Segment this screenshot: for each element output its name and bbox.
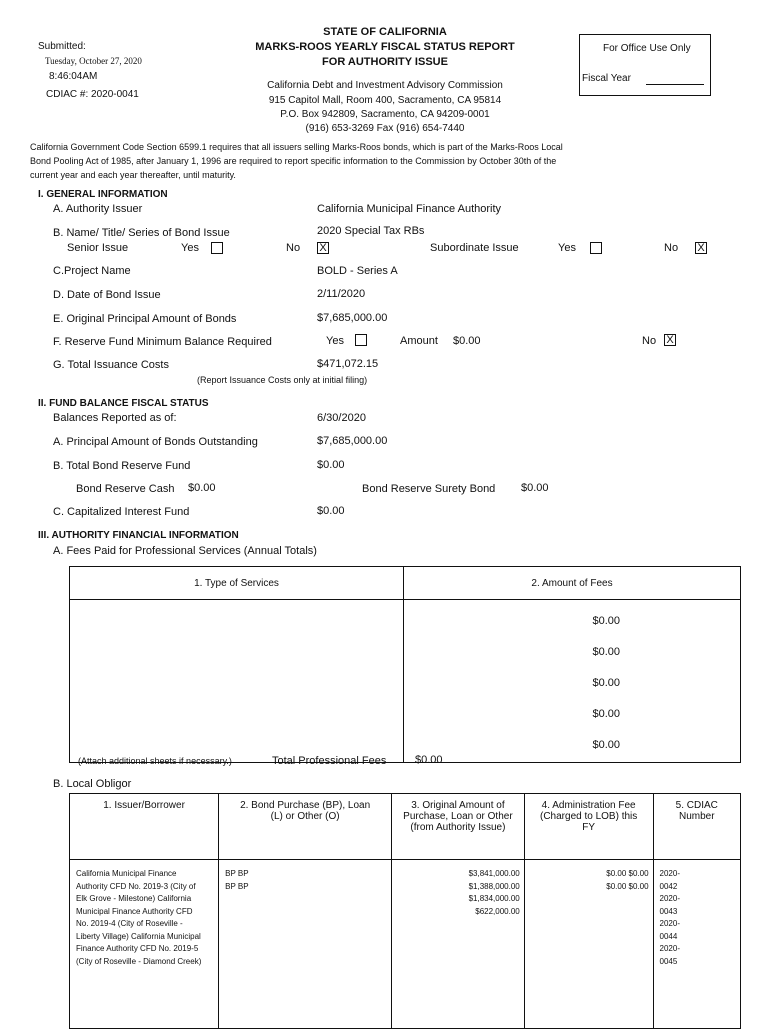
agency-phone: (916) 653-3269 Fax (916) 654-7440: [305, 123, 465, 134]
senior-yes-label: Yes: [181, 242, 199, 254]
issuance-costs-value: $471,072.15: [317, 358, 379, 370]
cdiac-number: CDIAC #: 2020-0041: [46, 89, 139, 100]
subordinate-yes-checkbox[interactable]: [590, 242, 602, 254]
fees-header-amount: 2. Amount of Fees: [404, 567, 741, 600]
section3-heading: III. AUTHORITY FINANCIAL INFORMATION: [38, 530, 239, 541]
reserve-min-label: F. Reserve Fund Minimum Balance Required: [53, 336, 272, 348]
cap-interest-value: $0.00: [317, 505, 345, 517]
section1-heading: I. GENERAL INFORMATION: [38, 189, 168, 200]
outstanding-label: A. Principal Amount of Bonds Outstanding: [53, 436, 258, 448]
issuance-costs-note: (Report Issuance Costs only at initial filing): [197, 375, 368, 385]
surety-bond-value: $0.00: [521, 482, 549, 494]
submitted-time: 8:46:04AM: [49, 71, 98, 82]
local-obligor-label: B. Local Obligor: [53, 778, 132, 790]
local-obligor-table: [69, 793, 741, 1029]
total-fees-value: $0.00: [415, 754, 443, 766]
reserve-min-yes-checkbox[interactable]: [355, 334, 367, 346]
senior-issue-label: Senior Issue: [67, 242, 129, 254]
fee-amount: $0.00: [592, 646, 620, 658]
reserve-fund-label: B. Total Bond Reserve Fund: [53, 460, 191, 472]
balances-as-of-label: Balances Reported as of:: [53, 412, 177, 424]
lob-header-issuer: 1. Issuer/Borrower: [70, 794, 219, 860]
lob-borrowers-cell: California Municipal Finance Authority CFD No. 2019-3 (City of Elk Grove - Milestone) California Municipal Finance Authority CFD No. 2019-4 (City of Roseville - Liberty Village) California Municipal Finance Authority CFD No. 2019-5 (City of Roseville - Diamond Creek): [70, 860, 219, 1029]
authority-issuer-label: A. Authority Issuer: [53, 203, 143, 215]
intro-line1: California Government Code Section 6599.1 requires that all issuers selling Marks-Roos bonds, which is part of the Marks-Roos Local: [30, 142, 563, 152]
bond-name-value: 2020 Special Tax RBs: [317, 225, 425, 237]
project-name-label: C.Project Name: [53, 265, 131, 277]
fee-amount: $0.00: [592, 708, 620, 720]
agency-name: California Debt and Investment Advisory Commission: [267, 80, 503, 91]
reserve-amount-label: Amount: [400, 335, 438, 347]
lob-amounts-cell: $3,841,000.00 $1,388,000.00 $1,834,000.00 $622,000.00: [392, 860, 525, 1029]
reserve-cash-value: $0.00: [188, 482, 216, 494]
fees-type-cell[interactable]: [70, 600, 404, 763]
prof-fees-label: A. Fees Paid for Professional Services (Annual Totals): [53, 545, 317, 557]
reserve-fund-value: $0.00: [317, 459, 345, 471]
reserve-min-no-label: No: [642, 335, 657, 347]
title-report: MARKS-ROOS YEARLY FISCAL STATUS REPORT: [255, 41, 515, 53]
submitted-date: Tuesday, October 27, 2020: [45, 56, 142, 66]
lob-fees-cell: $0.00 $0.00 $0.00 $0.00: [524, 860, 653, 1029]
agency-address1: 915 Capitol Mall, Room 400, Sacramento, CA 95814: [268, 95, 502, 106]
submitted-label: Submitted:: [38, 41, 86, 52]
balances-as-of-value: 6/30/2020: [317, 412, 366, 424]
intro-line3: current year and each year thereafter, until maturity.: [30, 170, 236, 180]
outstanding-value: $7,685,000.00: [317, 435, 388, 447]
subordinate-no-checkbox[interactable]: X: [695, 242, 707, 254]
lob-header-type: 2. Bond Purchase (BP), Loan (L) or Other (O): [219, 794, 392, 860]
office-use-label: For Office Use Only: [603, 43, 691, 54]
subordinate-issue-label: Subordinate Issue: [430, 242, 519, 254]
bond-name-label: B. Name/ Title/ Series of Bond Issue: [53, 227, 230, 239]
section2-heading: II. FUND BALANCE FISCAL STATUS: [38, 398, 209, 409]
senior-no-label: No: [286, 242, 301, 254]
fee-amount: $0.00: [592, 739, 620, 751]
fees-header-type: 1. Type of Services: [70, 567, 404, 600]
lob-cdiac-cell: 2020-0042 2020-0043 2020-0044 2020-0045: [653, 860, 740, 1029]
reserve-cash-label: Bond Reserve Cash: [76, 483, 175, 495]
total-fees-label: Total Professional Fees: [272, 755, 387, 767]
senior-no-checkbox[interactable]: X: [317, 242, 329, 254]
fee-amount: $0.00: [592, 677, 620, 689]
title-authority-issue: FOR AUTHORITY ISSUE: [322, 56, 448, 68]
professional-fees-table: [69, 566, 741, 763]
senior-yes-checkbox[interactable]: [211, 242, 223, 254]
fiscal-year-label: Fiscal Year: [582, 73, 631, 84]
subordinate-no-label: No: [664, 242, 679, 254]
lob-header-amount: 3. Original Amount of Purchase, Loan or Other (from Authority Issue): [392, 794, 525, 860]
authority-issuer-value: California Municipal Finance Authority: [317, 203, 502, 215]
fee-amount: $0.00: [592, 615, 620, 627]
subordinate-yes-label: Yes: [558, 242, 576, 254]
lob-header-cdiac: 5. CDIAC Number: [653, 794, 740, 860]
reserve-min-no-checkbox[interactable]: X: [664, 334, 676, 346]
bond-date-value: 2/11/2020: [317, 288, 366, 300]
fiscal-year-field[interactable]: [646, 84, 704, 85]
lob-types-cell: BP BP BP BP: [219, 860, 392, 1029]
title-state: STATE OF CALIFORNIA: [323, 26, 447, 38]
intro-line2: Bond Pooling Act of 1985, after January 1, 1996 are required to report specific information to the Commission by October 30th of the: [30, 156, 557, 166]
reserve-min-yes-label: Yes: [326, 335, 344, 347]
principal-label: E. Original Principal Amount of Bonds: [53, 313, 237, 325]
reserve-amount-value: $0.00: [453, 335, 481, 347]
fees-amount-cell: [404, 600, 741, 763]
attach-note: (Attach additional sheets if necessary.): [78, 756, 232, 766]
surety-bond-label: Bond Reserve Surety Bond: [362, 483, 496, 495]
bond-date-label: D. Date of Bond Issue: [53, 289, 161, 301]
principal-value: $7,685,000.00: [317, 312, 388, 324]
project-name-value: BOLD - Series A: [317, 265, 398, 277]
lob-header-admin-fee: 4. Administration Fee (Charged to LOB) this FY: [524, 794, 653, 860]
cap-interest-label: C. Capitalized Interest Fund: [53, 506, 190, 518]
agency-address2: P.O. Box 942809, Sacramento, CA 94209-0001: [280, 109, 490, 120]
issuance-costs-label: G. Total Issuance Costs: [53, 359, 169, 371]
